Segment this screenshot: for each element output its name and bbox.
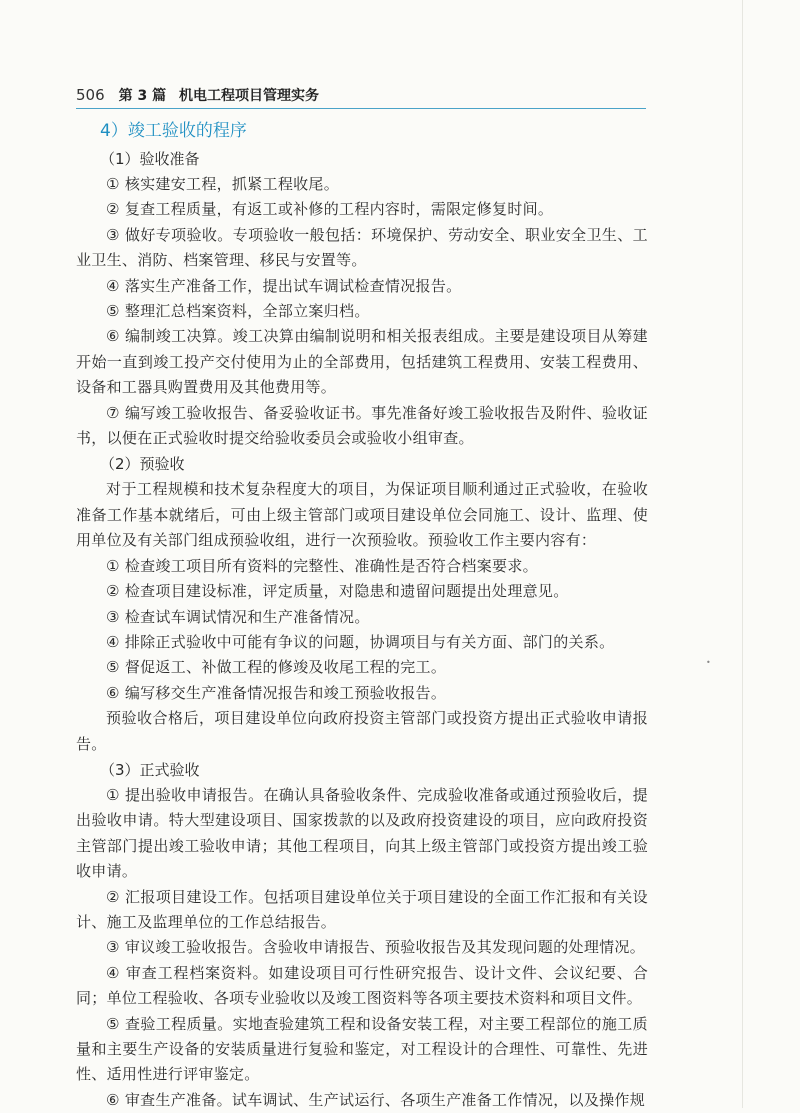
paragraph: ① 检查竣工项目所有资料的完整性、准确性是否符合档案要求。 <box>106 556 538 575</box>
paragraph: ① 提出验收申请报告。在确认具备验收条件、完成验收准备或通过预验收后，提出验收申请。特大型建设项目、国家拨款的以及政府投资建设的项目，应向政府投资主管部门提出竣工验收申请；其他工程项目，向其上级主管部门或投资方提出竣工验收申请。 <box>76 785 648 881</box>
paragraph: ② 检查项目建设标准，评定质量，对隐患和遗留问题提出处理意见。 <box>106 582 569 601</box>
main-text <box>76 116 648 1113</box>
chapter-label <box>119 85 319 105</box>
running-header <box>76 82 646 109</box>
paragraph: ③ 审议竣工验收报告。含验收申请报告、预验收报告及其发现问题的处理情况。 <box>106 938 646 957</box>
speck-mark: • <box>706 658 711 667</box>
page-edge-line <box>742 0 743 1108</box>
paragraph: ① 核实建安工程，抓紧工程收尾。 <box>106 175 340 193</box>
paragraph: ② 汇报项目建设工作。包括项目建设单位关于项目建设的全面工作汇报和有关设计、施工及监理单位的工作总结报告。 <box>76 887 648 931</box>
paragraph: ③ 做好专项验收。专项验收一般包括：环境保护、劳动安全、职业安全卫生、工业卫生、消防、档案管理、移民与安置等。 <box>76 225 648 270</box>
paragraph: ④ 落实生产准备工作，提出试车调试检查情况报告。 <box>106 276 462 295</box>
part-number: 第 3 篇 <box>118 88 167 104</box>
paragraph: ② 复查工程质量，有返工或补修的工程内容时，需限定修复时间。 <box>106 200 554 219</box>
paragraph: ⑥ 审查生产准备。试车调试、生产试运行、各项生产准备工作情况，以及操作规 <box>106 1090 646 1109</box>
paragraph: ⑥ 编写移交生产准备情况报告和竣工预验收报告。 <box>106 683 447 702</box>
paragraph: ③ 检查试车调试情况和生产准备情况。 <box>106 607 370 626</box>
subsection-heading: （1）验收准备 <box>100 150 200 168</box>
page-number: 506 <box>76 86 105 104</box>
paragraph: ④ 审查工程档案资料。如建设项目可行性研究报告、设计文件、会议纪要、合同；单位工程验收、各项专业验收以及竣工图资料等各项主要技术资料和项目文件。 <box>76 963 648 1008</box>
paragraph: ④ 排除正式验收中可能有争议的问题，协调项目与有关方面、部门的关系。 <box>106 632 615 651</box>
subsection-heading: （2）预验收 <box>100 455 185 474</box>
subsection-heading: （3）正式验收 <box>100 760 200 779</box>
paragraph: ⑤ 整理汇总档案资料，全部立案归档。 <box>106 302 370 321</box>
paragraph: ⑤ 督促返工、补做工程的修竣及收尾工程的完工。 <box>106 658 447 677</box>
paragraph: ⑥ 编制竣工决算。竣工决算由编制说明和相关报表组成。主要是建设项目从筹建开始一直到竣工投产交付使用为止的全部费用，包括建筑工程费用、安装工程费用、设备和工器具购置费用及其他费用等。 <box>76 327 648 397</box>
paragraph: ⑦ 编写竣工验收报告、备妥验收证书。事先准备好竣工验收报告及附件、验收证书，以便在正式验收时提交给验收委员会或验收小组审查。 <box>76 403 648 448</box>
part-title: 机电工程项目管理实务 <box>179 88 320 104</box>
paragraph: 预验收合格后，项目建设单位向政府投资主管部门或投资方提出正式验收申请报告。 <box>76 709 648 753</box>
paragraph: ⑤ 查验工程质量。实地查验建筑工程和设备安装工程，对主要工程部位的施工质量和主要生产设备的安装质量进行复验和鉴定，对工程设计的合理性、可靠性、先进性、适用性进行评审鉴定。 <box>76 1014 648 1084</box>
paragraph: 对于工程规模和技术复杂程度大的项目，为保证项目顺利通过正式验收，在验收准备工作基本就绪后，可由上级主管部门或项目建设单位会同施工、设计、监理、使用单位及有关部门组成预验收组，进行一次预验收。预验收工作主要内容有： <box>76 480 648 550</box>
section-title: 4）竣工验收的程序 <box>100 121 247 141</box>
